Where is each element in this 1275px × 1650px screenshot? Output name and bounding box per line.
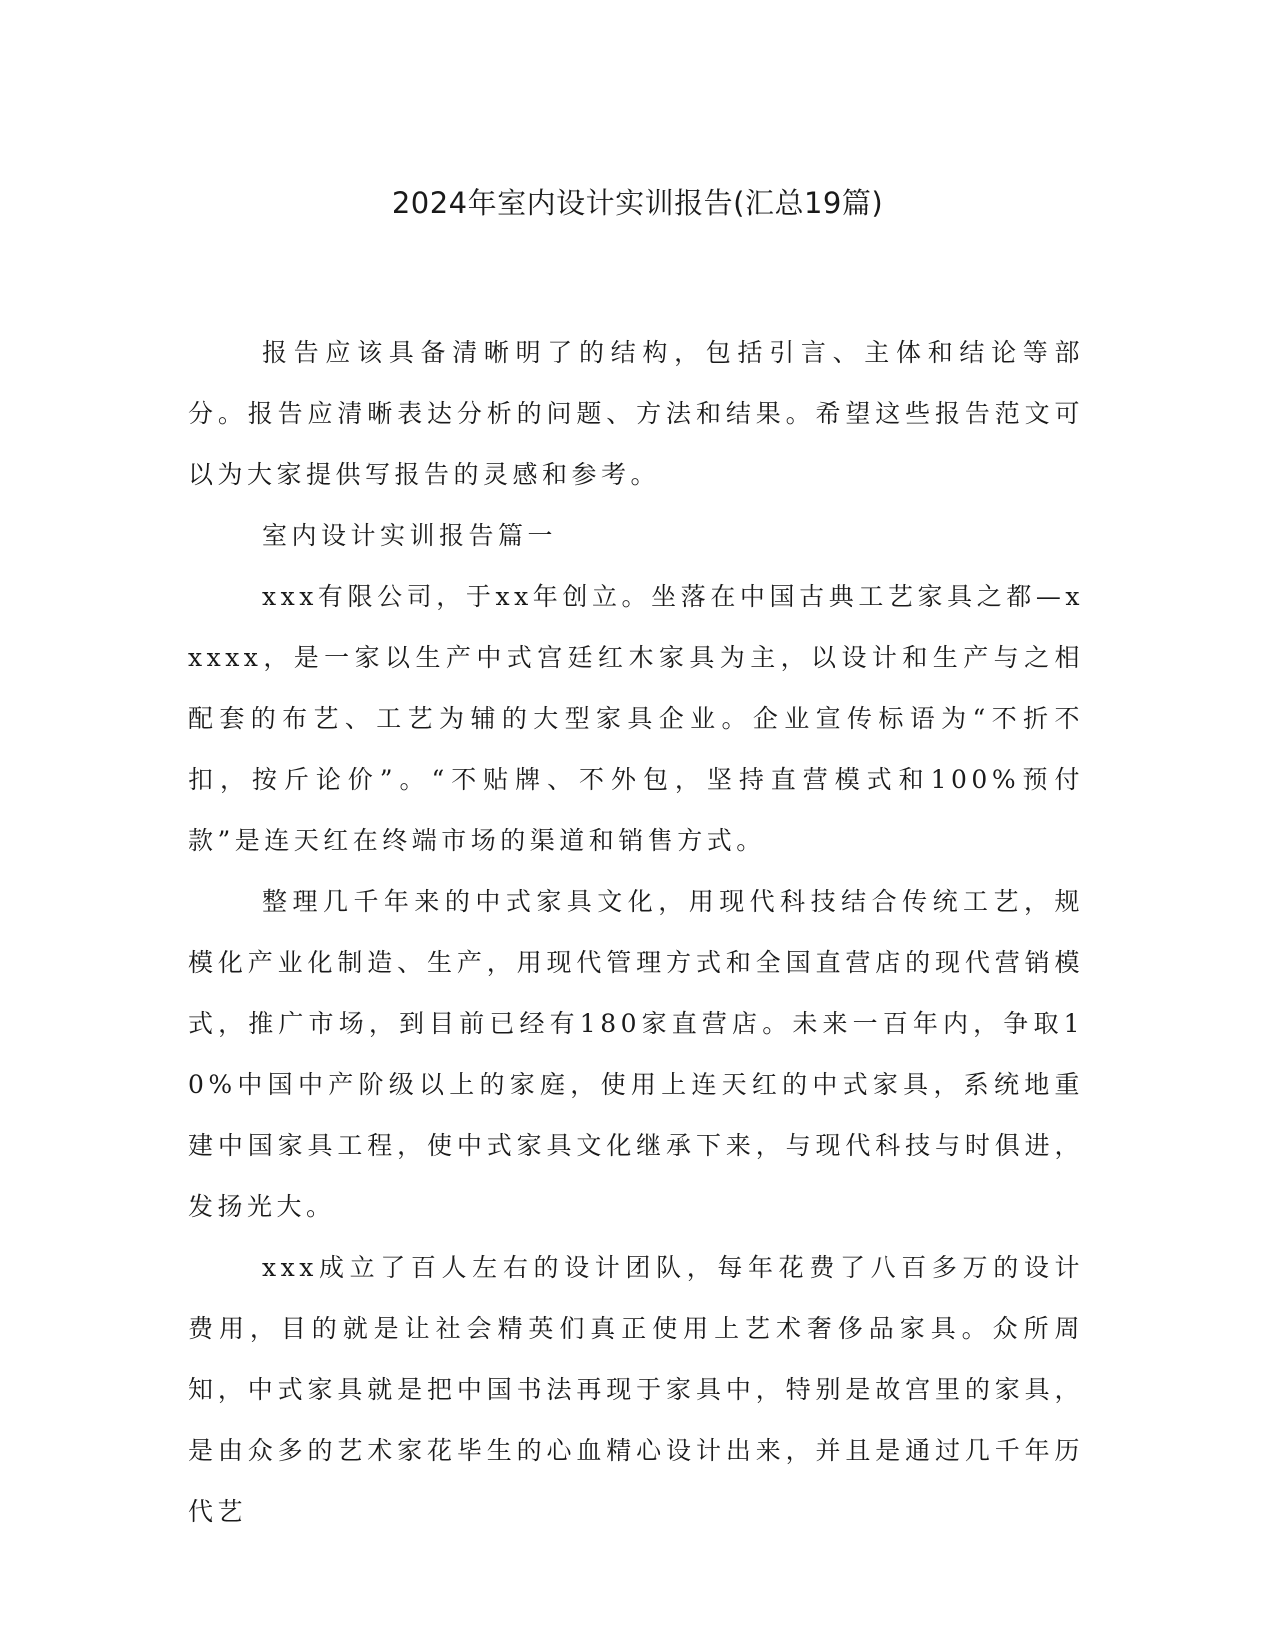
section-heading: 室内设计实训报告篇一 xyxy=(262,521,558,550)
intro-paragraph: 报告应该具备清晰明了的结构，包括引言、主体和结论等部分。报告应清晰表达分析的问题、方法和结果。希望这些报告范文可以为大家提供写报告的灵感和参考。 xyxy=(188,338,1084,489)
body-paragraph: xxx成立了百人左右的设计团队，每年花费了八百多万的设计费用，目的就是让社会精英们真正使用上艺术奢侈品家具。众所周知，中式家具就是把中国书法再现于家具中，特别是故宫里的家具，是由众多的艺术家花毕生的心血精心设计出来，并且是通过几千年历代艺 xyxy=(188,1253,1084,1526)
document-body xyxy=(188,322,1084,1542)
body-paragraph: xxx有限公司，于xx年创立。坐落在中国古典工艺家具之都—xxxxx，是一家以生产中式宫廷红木家具为主，以设计和生产与之相配套的布艺、工艺为辅的大型家具企业。企业宣传标语为“不折不扣，按斤论价”。“不贴牌、不外包，坚持直营模式和100%预付款”是连天红在终端市场的渠道和销售方式。 xyxy=(188,582,1084,855)
document-title: 2024年室内设计实训报告(汇总19篇) xyxy=(391,186,884,220)
body-paragraph: 整理几千年来的中式家具文化，用现代科技结合传统工艺，规模化产业化制造、生产，用现代管理方式和全国直营店的现代营销模式，推广市场，到目前已经有180家直营店。未来一百年内，争取10%中国中产阶级以上的家庭，使用上连天红的中式家具，系统地重建中国家具工程，使中式家具文化继承下来，与现代科技与时俱进，发扬光大。 xyxy=(188,887,1084,1221)
